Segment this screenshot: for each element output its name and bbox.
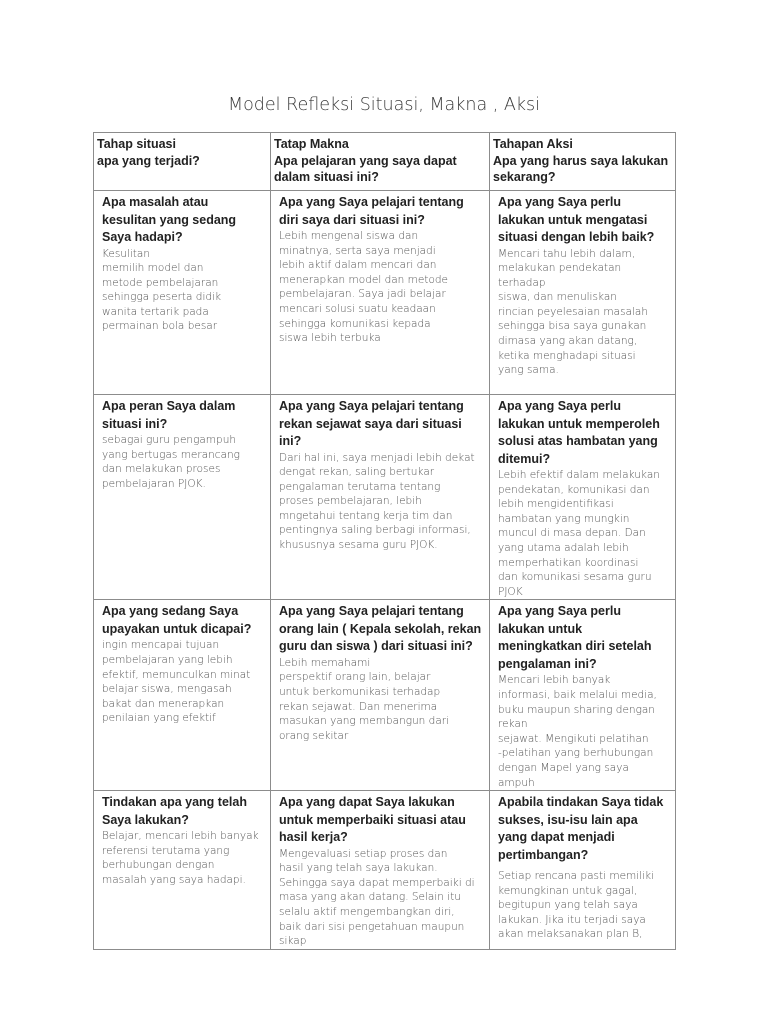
header-label: Tatap Makna (274, 137, 349, 151)
cell-question: Apa yang Saya perlu lakukan untuk mengatasi situasi dengan lebih baik? (498, 195, 655, 244)
table-header-row (94, 133, 676, 191)
table-cell (490, 191, 676, 395)
document-title: Model Refleksi Situasi, Makna , Aksi (227, 95, 540, 115)
cell-question: Apa yang Saya perlu lakukan untuk meningkatkan diri setelah pengalaman ini? (498, 604, 652, 671)
table-cell (94, 395, 271, 600)
table-cell (94, 600, 271, 791)
cell-question: Tindakan apa yang telah Saya lakukan? (102, 795, 247, 827)
reflection-table (93, 132, 676, 950)
header-label: Tahapan Aksi (493, 137, 573, 151)
header-cell-situasi (94, 133, 271, 191)
table-cell (271, 395, 490, 600)
header-question: Apa yang harus saya lakukan sekarang? (493, 153, 669, 184)
cell-question: Apa yang Saya pelajari tentang orang lain ( Kepala sekolah, rekan guru dan siswa ) dari situasi ini? (279, 604, 482, 654)
cell-answer: Lebih mengenal siswa dan minatnya, serta saya menjadi lebih aktif dalam mencari dan menerapkan model dan metode pembelajaran. Saya jadi belajar mencari solusi suatu keadaan sehingga komunikasi kepada siswa lebih terbuka (279, 230, 449, 345)
table-row (94, 191, 676, 395)
cell-answer: ingin mencapai tujuan pembelajaran yang lebih efektif, memunculkan minat belajar siswa, mengasah bakat dan menerapkan penilaian yang efektif (102, 639, 251, 725)
cell-answer: Kesulitan memilih model dan metode pembelajaran sehingga peserta didik wanita tertarik pada permainan bola besar (102, 247, 222, 333)
header-question: apa yang terjadi? (97, 153, 200, 168)
table-cell (271, 791, 490, 950)
cell-question: Apa yang dapat Saya lakukan untuk memperbaiki situasi atau hasil kerja? (279, 795, 466, 845)
cell-answer: Lebih memahami perspektif orang lain, belajar untuk berkomunikasi terhadap rekan sejawat. Dan menerima masukan yang membangun dari orang sekitar (279, 656, 450, 742)
cell-question: Apa yang Saya pelajari tentang rekan sejawat saya dari situasi ini? (279, 399, 464, 448)
cell-answer: Mencari lebih banyak informasi, baik melalui media, buku maupun sharing dengan rekan sejawat. Mengikuti pelatihan -pelatihan yang berhubungan dengan Mapel yang saya ampuh (498, 674, 657, 789)
table-cell (271, 191, 490, 395)
cell-question: Apa yang Saya perlu lakukan untuk memperoleh solusi atas hambatan yang ditemui? (498, 399, 660, 466)
cell-question: Apa peran Saya dalam situasi ini? (102, 399, 236, 431)
table-cell (94, 791, 271, 950)
table-row (94, 791, 676, 950)
header-label: Tahap situasi (97, 137, 176, 151)
table-cell (271, 600, 490, 791)
cell-question: Apa yang sedang Saya upayakan untuk dicapai? (102, 604, 252, 636)
cell-answer: Mengevaluasi setiap proses dan hasil yang telah saya lakukan. Sehingga saya dapat memperbaiki di masa yang akan datang. Selain itu selalu aktif mengembangkan diri, baik dari sisi pengetahuan maupun sikap (279, 847, 475, 948)
cell-question: Apabila tindakan Saya tidak sukses, isu-isu lain apa yang dapat menjadi pertimbangan? (498, 795, 664, 862)
cell-answer: Mencari tahu lebih dalam, melakukan pendekatan terhadap siswa, dan menuliskan rincian peyelesaian masalah sehingga bisa saya gunakan dimasa yang akan datang, ketika menghadapi situasi yang sama. (498, 247, 649, 377)
table-cell (94, 191, 271, 395)
table-cell (490, 791, 676, 950)
header-cell-aksi (490, 133, 676, 191)
cell-answer: sebagai guru pengampuh yang bertugas merancang dan melakukan proses pembelajaran PJOK. (102, 434, 240, 490)
table-cell (490, 600, 676, 791)
table-row (94, 600, 676, 791)
header-question: Apa pelajaran yang saya dapat dalam situasi ini? (274, 153, 457, 184)
cell-answer: Dari hal ini, saya menjadi lebih dekat dengat rekan, saling bertukar pengalaman terutama tentang proses pembelajaran, lebih mngetahui tentang kerja tim dan pentingnya saling berbagi informasi, khususnya sesama guru PJOK. (279, 451, 475, 552)
cell-answer: Belajar, mencari lebih banyak referensi terutama yang berhubungan dengan masalah yang saya hadapi. (102, 830, 259, 886)
table-cell (490, 395, 676, 600)
cell-question: Apa masalah atau kesulitan yang sedang Saya hadapi? (102, 195, 237, 244)
cell-answer: Lebih efektif dalam melakukan pendekatan, komunikasi dan lebih mengidentifikasi hambatan yang mungkin muncul di masa depan. Dan yang utama adalah lebih memperhatikan koordinasi dan komunikasi sesama guru PJOK (498, 469, 660, 598)
table-row (94, 395, 676, 600)
header-cell-makna (271, 133, 490, 191)
cell-question: Apa yang Saya pelajari tentang diri saya dari situasi ini? (279, 195, 464, 227)
cell-answer: Setiap rencana pasti memiliki kemungkinan untuk gagal, begitupun yang telah saya lakukan. Jika itu terjadi saya akan melaksanakan plan B, (498, 870, 655, 941)
